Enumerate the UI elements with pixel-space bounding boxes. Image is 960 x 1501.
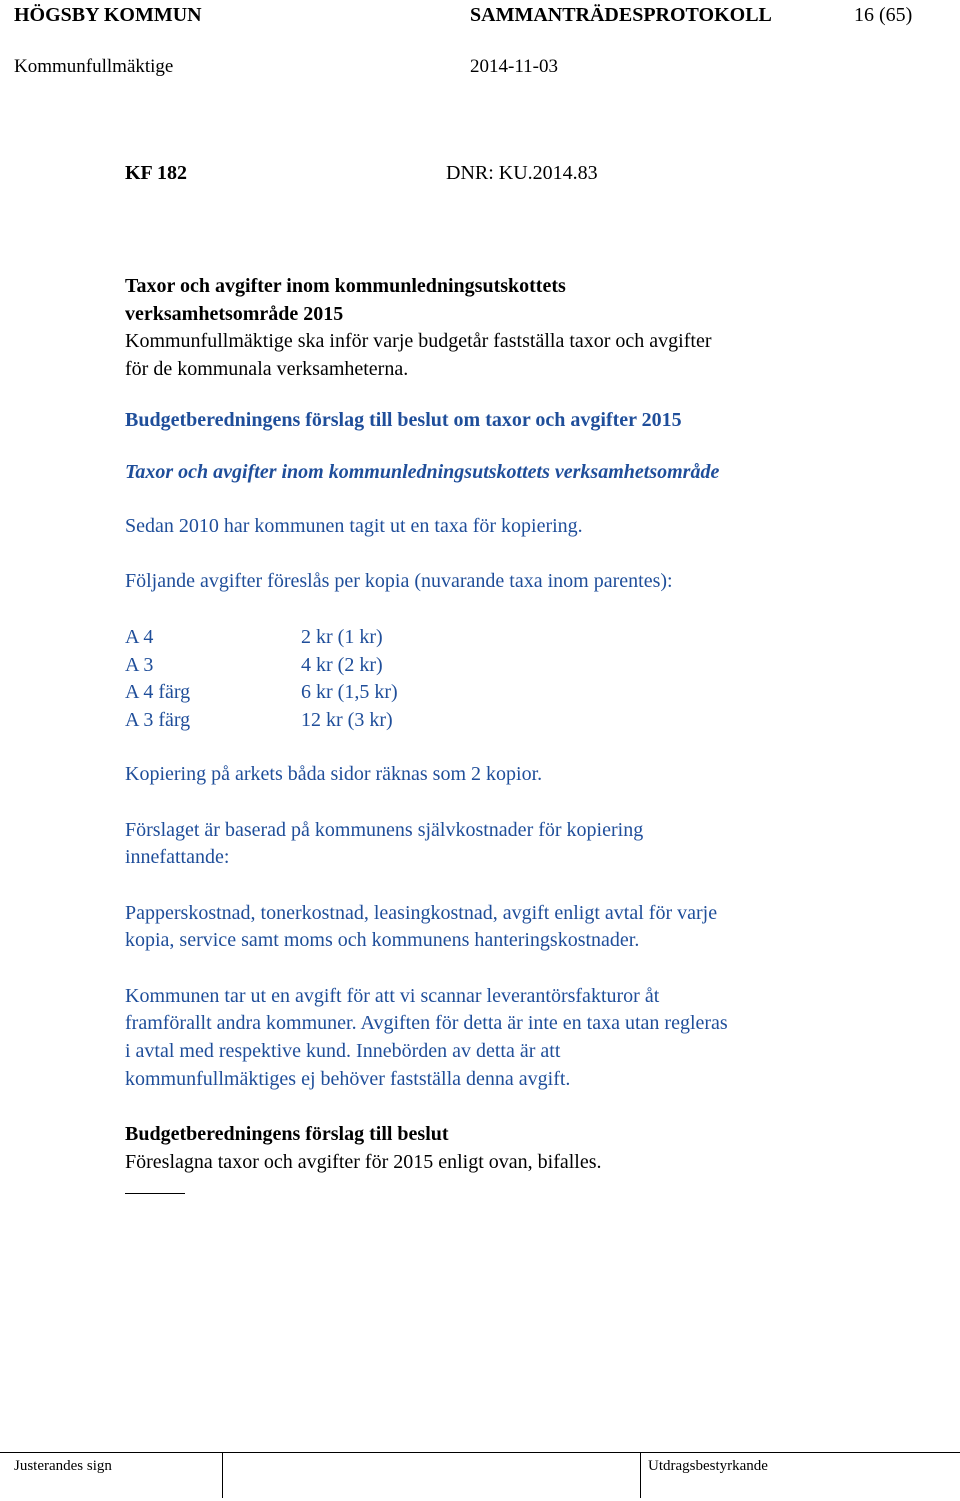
footer-rule	[0, 1452, 960, 1453]
fees-intro: Följande avgifter föreslås per kopia (nuvarande taxa inom parentes):	[125, 570, 673, 592]
fee-price: 4 kr (2 kr)	[301, 654, 383, 676]
footer-separator	[640, 1452, 641, 1498]
scan-line-3: i avtal med respektive kund. Innebörden av detta är att	[125, 1040, 561, 1062]
organization-name: HÖGSBY KOMMUN	[14, 4, 202, 26]
decision-heading: Budgetberedningens förslag till beslut	[125, 1123, 449, 1145]
document-type: SAMMANTRÄDESPROTOKOLL	[470, 4, 772, 26]
double-sided-note: Kopiering på arkets båda sidor räknas som 2 kopior.	[125, 763, 543, 785]
meeting-date: 2014-11-03	[470, 56, 558, 77]
scan-line-1: Kommunen tar ut en avgift för att vi scannar leverantörsfakturor åt	[125, 985, 660, 1007]
basis-line-1: Förslaget är baserad på kommunens självkostnader för kopiering	[125, 819, 644, 841]
fee-price: 6 kr (1,5 kr)	[301, 681, 398, 703]
fee-price: 2 kr (1 kr)	[301, 626, 383, 648]
since-2010-text: Sedan 2010 har kommunen tagit ut en taxa för kopiering.	[125, 515, 583, 537]
proposal-heading: Budgetberedningens förslag till beslut om taxor och avgifter 2015	[125, 409, 682, 431]
paragraph-number: KF 182	[125, 162, 188, 184]
proposal-subheading: Taxor och avgifter inom kommunledningsutskottets verksamhetsområde	[125, 461, 720, 483]
title-line-2: verksamhetsområde 2015	[125, 303, 344, 325]
intro-line-2: för de kommunala verksamheterna.	[125, 358, 409, 380]
end-rule	[125, 1193, 185, 1194]
intro-line-1: Kommunfullmäktige ska inför varje budgetår fastställa taxor och avgifter	[125, 330, 712, 352]
title-line-1: Taxor och avgifter inom kommunledningsutskottets	[125, 275, 566, 297]
costs-line-2: kopia, service samt moms och kommunens hanteringskostnader.	[125, 929, 640, 951]
basis-line-2: innefattande:	[125, 846, 230, 868]
scan-line-4: kommunfullmäktiges ej behöver fastställa denna avgift.	[125, 1068, 571, 1090]
signature-label: Justerandes sign	[14, 1458, 112, 1474]
fee-format: A 4 färg	[125, 681, 191, 703]
fee-price: 12 kr (3 kr)	[301, 709, 393, 731]
scan-line-2: framförallt andra kommuner. Avgiften för detta är inte en taxa utan regleras	[125, 1012, 728, 1034]
fee-format: A 3	[125, 654, 154, 676]
footer-separator	[222, 1452, 223, 1498]
fee-format: A 4	[125, 626, 154, 648]
page-number: 16 (65)	[854, 4, 913, 26]
costs-line-1: Papperskostnad, tonerkostnad, leasingkostnad, avgift enligt avtal för varje	[125, 902, 718, 924]
fee-format: A 3 färg	[125, 709, 191, 731]
case-reference: DNR: KU.2014.83	[446, 162, 598, 184]
decision-text: Föreslagna taxor och avgifter för 2015 enligt ovan, bifalles.	[125, 1151, 602, 1173]
certification-label: Utdragsbestyrkande	[648, 1458, 768, 1474]
meeting-body: Kommunfullmäktige	[14, 56, 174, 77]
